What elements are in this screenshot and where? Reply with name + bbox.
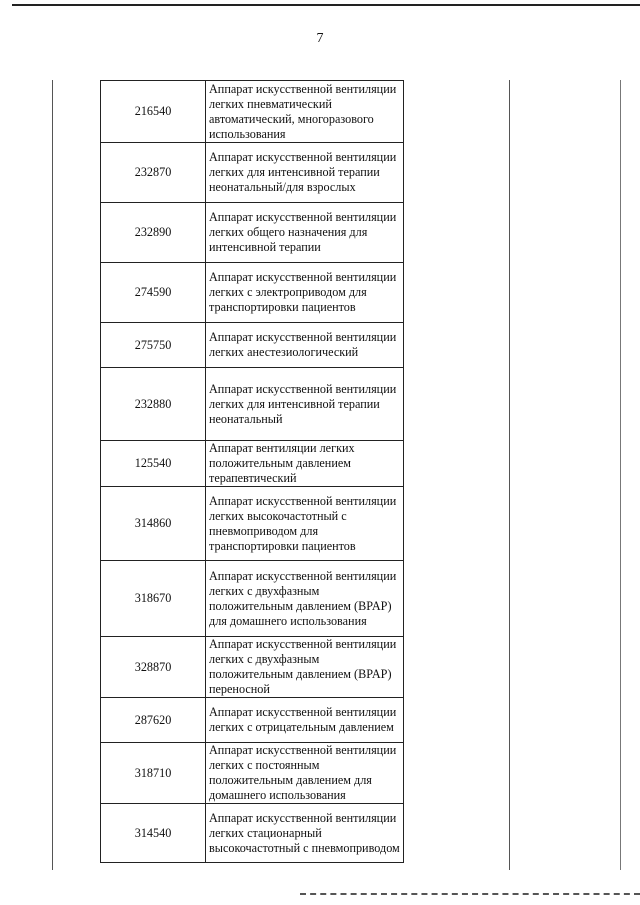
device-name: Аппарат искусственной вентиляции легких с электроприводом для транспортировки пациентов <box>206 263 404 323</box>
table-row <box>101 804 404 863</box>
table-row <box>101 323 404 368</box>
device-code: 318670 <box>101 561 206 637</box>
table-row <box>101 743 404 804</box>
table-row <box>101 637 404 698</box>
device-code: 232870 <box>101 143 206 203</box>
page-left-rule <box>52 80 53 870</box>
device-code: 274590 <box>101 263 206 323</box>
page-far-right-rule <box>620 80 621 870</box>
device-name: Аппарат искусственной вентиляции легких пневматический автоматический, многоразового использования <box>206 81 404 143</box>
device-code: 314540 <box>101 804 206 863</box>
device-code: 314860 <box>101 487 206 561</box>
page-right-rule <box>509 80 510 870</box>
device-name: Аппарат искусственной вентиляции легких высокочастотный с пневмоприводом для транспортировки пациентов <box>206 487 404 561</box>
table-row <box>101 263 404 323</box>
device-name: Аппарат искусственной вентиляции легких с постоянным положительным давлением для домашнего использования <box>206 743 404 804</box>
table-row <box>101 441 404 487</box>
device-name: Аппарат искусственной вентиляции легких с двухфазным положительным давлением (BPAP) для домашнего использования <box>206 561 404 637</box>
page-number: 7 <box>316 31 324 46</box>
page-top-edge <box>12 4 640 6</box>
device-table <box>100 80 404 863</box>
device-code: 125540 <box>101 441 206 487</box>
device-name: Аппарат искусственной вентиляции легких общего назначения для интенсивной терапии <box>206 203 404 263</box>
device-name: Аппарат искусственной вентиляции легких анестезиологический <box>206 323 404 368</box>
table-row <box>101 203 404 263</box>
table-row <box>101 487 404 561</box>
page-bottom-edge <box>300 893 640 895</box>
device-code: 232880 <box>101 368 206 441</box>
table-row <box>101 368 404 441</box>
device-code: 328870 <box>101 637 206 698</box>
table-row <box>101 81 404 143</box>
table-row <box>101 561 404 637</box>
device-name: Аппарат искусственной вентиляции легких стационарный высокочастотный с пневмоприводом <box>206 804 404 863</box>
device-code: 275750 <box>101 323 206 368</box>
device-name: Аппарат вентиляции легких положительным давлением терапевтический <box>206 441 404 487</box>
device-name: Аппарат искусственной вентиляции легких для интенсивной терапии неонатальный/для взрослых <box>206 143 404 203</box>
device-code: 216540 <box>101 81 206 143</box>
device-code: 318710 <box>101 743 206 804</box>
device-name: Аппарат искусственной вентиляции легких для интенсивной терапии неонатальный <box>206 368 404 441</box>
device-name: Аппарат искусственной вентиляции легких с отрицательным давлением <box>206 698 404 743</box>
device-code: 287620 <box>101 698 206 743</box>
table-row <box>101 698 404 743</box>
device-code: 232890 <box>101 203 206 263</box>
table-row <box>101 143 404 203</box>
device-name: Аппарат искусственной вентиляции легких с двухфазным положительным давлением (BPAP) переносной <box>206 637 404 698</box>
